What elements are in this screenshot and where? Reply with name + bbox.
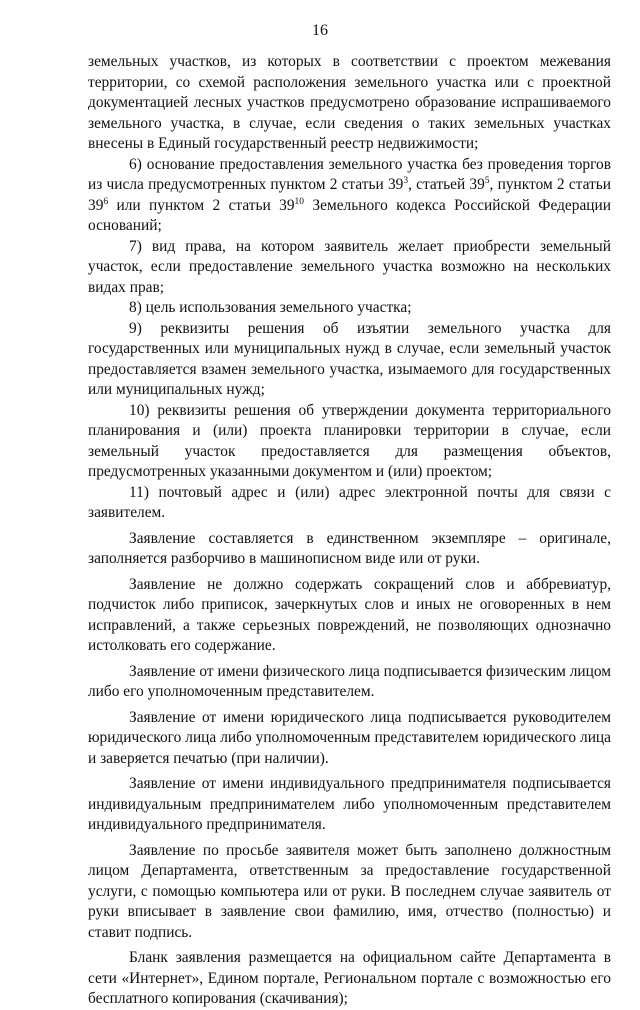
paragraph-item-9: 9) реквизиты решения об изъятии земельного участка для государственных или муниципальных нужд в случае, если земельный участок предоставляется взамен земельного участка, изымаемого для государственных или муниципальных нужд; (88, 319, 611, 398)
paragraph-item-10: 10) реквизиты решения об утверждении документа территориального планирования и (или) проекта планировки территории в случае, если земельный участок предоставляется для размещения объектов, предусмотренных указанными документом и (или) проектом; (88, 401, 611, 480)
paragraph: Заявление от имени физического лица подписывается физическим лицом либо его уполномоченным представителем. (88, 662, 611, 700)
paragraph: Заявление составляется в единственном экземпляре – оригинале, заполняется разборчиво в машинописном виде или от руки. (88, 529, 611, 567)
superscript: 6 (103, 196, 109, 207)
text-run: , статьей 39 (408, 176, 485, 193)
paragraph: Заявление от имени юридического лица подписывается руководителем юридического лица либо уполномоченным представителем юридического лица и заверяется печатью (при наличии). (88, 708, 611, 767)
paragraph-item-6 (88, 155, 611, 237)
superscript: 3 (403, 175, 409, 186)
text-run: , пунктом 2 статьи 39 (88, 176, 611, 214)
text-run: Земельного кодекса Российской Федерации оснований; (88, 196, 611, 234)
paragraph: Заявление по просьбе заявителя может быть заполнено должностным лицом Департамента, ответственным за предоставление государственной услуги, с помощью компьютера или от руки. В последнем случае заявитель от руки вписывает в заявление свои фамилию, имя, отчество (полностью) и ставит подпись. (88, 841, 611, 941)
paragraph: Заявление от имени индивидуального предпринимателя подписывается индивидуальным предпринимателем либо уполномоченным представителем индивидуального предпринимателя. (88, 775, 611, 833)
paragraph: Бланк заявления размещается на официальном сайте Департамента в сети «Интернет», Едином портале, Региональном портале с возможностью его бесплатного копирования (скачивания); (88, 949, 611, 1007)
paragraph: Заявление не должно содержать сокращений слов и аббревиатур, подчисток либо приписок, зачеркнутых слов и иных не оговоренных в нем исправлений, а также серьезных повреждений, не позволяющих однозначно истолковать его содержание. (88, 575, 611, 654)
paragraph-item-11: 11) почтовый адрес и (или) адрес электронной почты для связи с заявителем. (88, 483, 611, 521)
page-number: 16 (312, 22, 328, 39)
paragraph-item-8: 8) цель использования земельного участка; (129, 299, 412, 316)
paragraph-continuation: земельных участков, из которых в соответствии с проектом межевания территории, со схемой расположения земельного участка или с проектной документацией лесных участков предусмотрено образование испрашиваемого земельного участка, в случае, если сведения о таких земельных участках внесены в Единый государственный реестр недвижимости; (88, 53, 611, 152)
superscript: 10 (294, 196, 305, 207)
document-body (88, 52, 611, 1010)
text-run: 6) основание предоставления земельного участка без проведения торгов из числа предусмотренных пунктом 2 статьи 39 (88, 155, 611, 193)
text-run: или пунктом 2 статьи 39 (108, 196, 295, 214)
paragraph-item-7: 7) вид права, на котором заявитель желает приобрести земельный участок, если предоставление земельного участка возможно на нескольких видах прав; (88, 237, 611, 296)
superscript: 5 (484, 175, 490, 186)
